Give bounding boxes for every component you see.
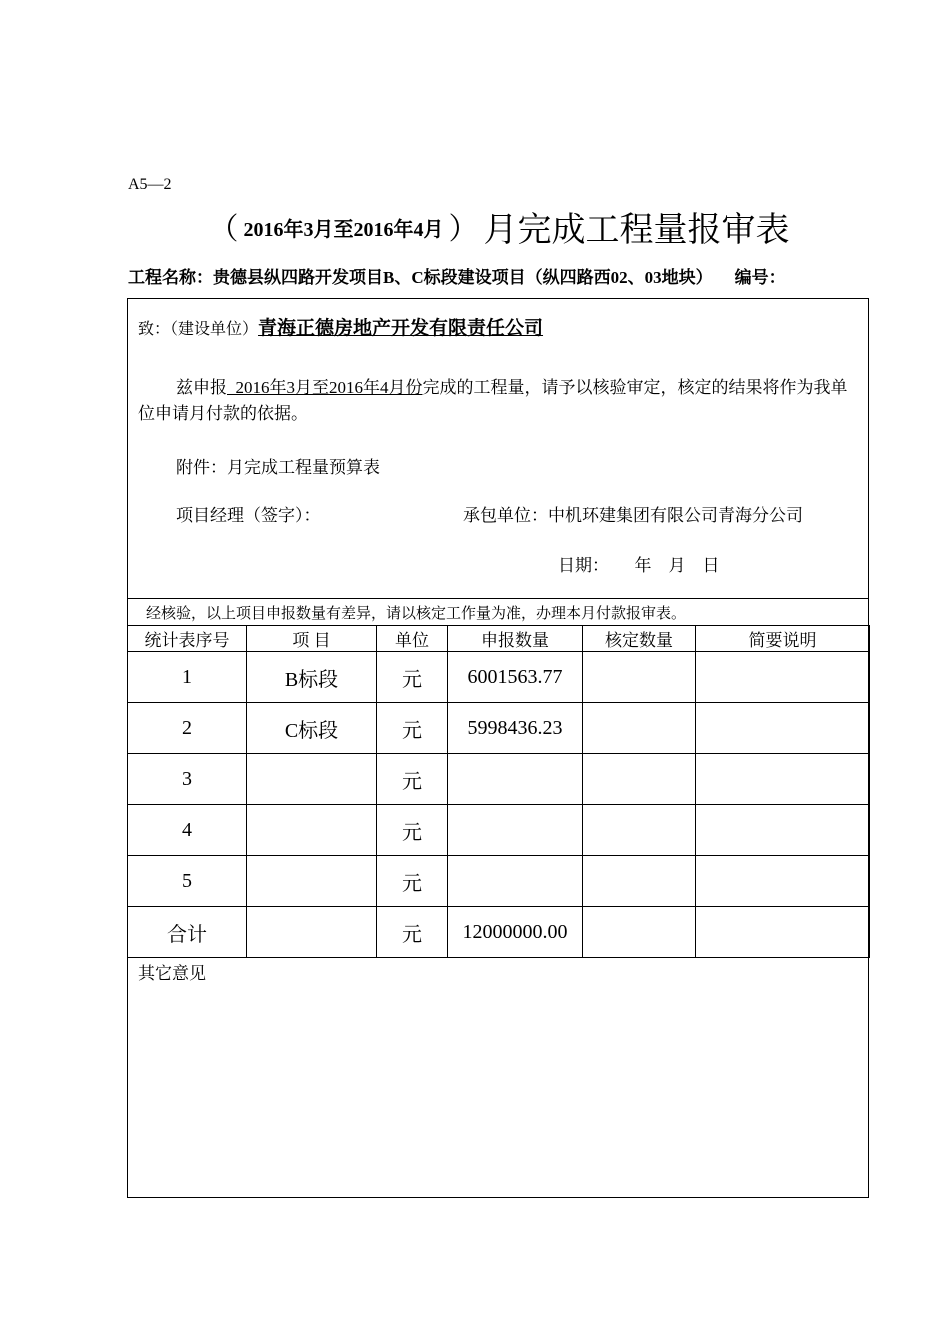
table-row bbox=[128, 754, 870, 805]
cell-notes bbox=[696, 907, 870, 958]
cell-item bbox=[247, 856, 377, 907]
request-period: 2016年3月至2016年4月份 bbox=[227, 378, 423, 397]
header-item: 项 目 bbox=[247, 626, 377, 652]
request-suffix: 完成的工程量，请予以核验审定，核定的结果将作为我单位申请月付款的依据。 bbox=[138, 378, 848, 423]
table-header-row bbox=[128, 626, 870, 652]
table-row bbox=[128, 856, 870, 907]
cell-unit: 元 bbox=[377, 856, 448, 907]
cell-unit: 元 bbox=[377, 703, 448, 754]
date-line: 日期： 年 月 日 bbox=[558, 556, 720, 575]
header-declared-qty: 申报数量 bbox=[448, 626, 583, 652]
cell-declared-qty bbox=[448, 754, 583, 805]
verification-note: 经核验，以上项目申报数量有差异，请以核定工作量为准，办理本月付款报审表。 bbox=[146, 606, 687, 622]
report-form bbox=[127, 298, 869, 1198]
header-notes: 简要说明 bbox=[696, 626, 870, 652]
table-row bbox=[128, 703, 870, 754]
table-row bbox=[128, 652, 870, 703]
cell-item bbox=[247, 907, 377, 958]
addressee-company: 青海正德房地产开发有限责任公司 bbox=[258, 318, 544, 339]
cell-approved-qty bbox=[583, 907, 696, 958]
project-label: 工程名称： bbox=[128, 268, 213, 287]
cell-serial: 1 bbox=[128, 652, 247, 703]
cell-declared-qty: 5998436.23 bbox=[448, 703, 583, 754]
cell-serial: 合计 bbox=[128, 907, 247, 958]
contractor-line bbox=[463, 501, 803, 526]
cell-unit: 元 bbox=[377, 754, 448, 805]
header-approved-qty: 核定数量 bbox=[583, 626, 696, 652]
contractor-label: 承包单位： bbox=[463, 506, 548, 525]
cell-declared-qty: 12000000.00 bbox=[448, 907, 583, 958]
title-close-paren: ） bbox=[448, 213, 479, 246]
cell-item: C标段 bbox=[247, 703, 377, 754]
request-paragraph bbox=[138, 375, 860, 427]
cell-item bbox=[247, 805, 377, 856]
cell-declared-qty: 6001563.77 bbox=[448, 652, 583, 703]
cell-notes bbox=[696, 805, 870, 856]
project-manager-signature: 项目经理（签字）： bbox=[176, 506, 321, 525]
cell-notes bbox=[696, 703, 870, 754]
cell-declared-qty bbox=[448, 856, 583, 907]
cell-unit: 元 bbox=[377, 652, 448, 703]
cell-approved-qty bbox=[583, 805, 696, 856]
section-divider bbox=[128, 598, 868, 599]
header-serial: 统计表序号 bbox=[128, 626, 247, 652]
addressee-line bbox=[138, 313, 543, 340]
cell-serial: 2 bbox=[128, 703, 247, 754]
cell-declared-qty bbox=[448, 805, 583, 856]
cell-approved-qty bbox=[583, 754, 696, 805]
cell-serial: 5 bbox=[128, 856, 247, 907]
cell-item bbox=[247, 754, 377, 805]
quantity-table bbox=[127, 625, 870, 958]
cell-unit: 元 bbox=[377, 805, 448, 856]
title-open-paren: （ bbox=[208, 213, 239, 246]
project-name: 贵德县纵四路开发项目B、C标段建设项目（纵四路西02、03地块） bbox=[213, 268, 713, 287]
page-title bbox=[128, 202, 870, 251]
cell-notes bbox=[696, 856, 870, 907]
cell-serial: 4 bbox=[128, 805, 247, 856]
header-unit: 单位 bbox=[377, 626, 448, 652]
cell-item: B标段 bbox=[247, 652, 377, 703]
cell-unit: 元 bbox=[377, 907, 448, 958]
contractor-name: 中机环建集团有限公司青海分公司 bbox=[548, 506, 803, 525]
cell-serial: 3 bbox=[128, 754, 247, 805]
table-row bbox=[128, 805, 870, 856]
title-period: 2016年3月至2016年4月 bbox=[243, 219, 444, 241]
cell-approved-qty bbox=[583, 703, 696, 754]
request-prefix: 兹申报 bbox=[176, 378, 227, 397]
project-number-label: 编号： bbox=[734, 268, 786, 287]
cell-approved-qty bbox=[583, 652, 696, 703]
other-opinions-label: 其它意见 bbox=[138, 964, 206, 983]
table-total-row bbox=[128, 907, 870, 958]
addressee-label: 致：（建设单位） bbox=[138, 321, 259, 338]
title-main: 月完成工程量报审表 bbox=[483, 212, 790, 249]
cell-notes bbox=[696, 754, 870, 805]
attachment-note: 附件：月完成工程量预算表 bbox=[176, 458, 380, 477]
project-line bbox=[128, 263, 786, 288]
form-code: A5—2 bbox=[128, 176, 172, 193]
cell-approved-qty bbox=[583, 856, 696, 907]
cell-notes bbox=[696, 652, 870, 703]
